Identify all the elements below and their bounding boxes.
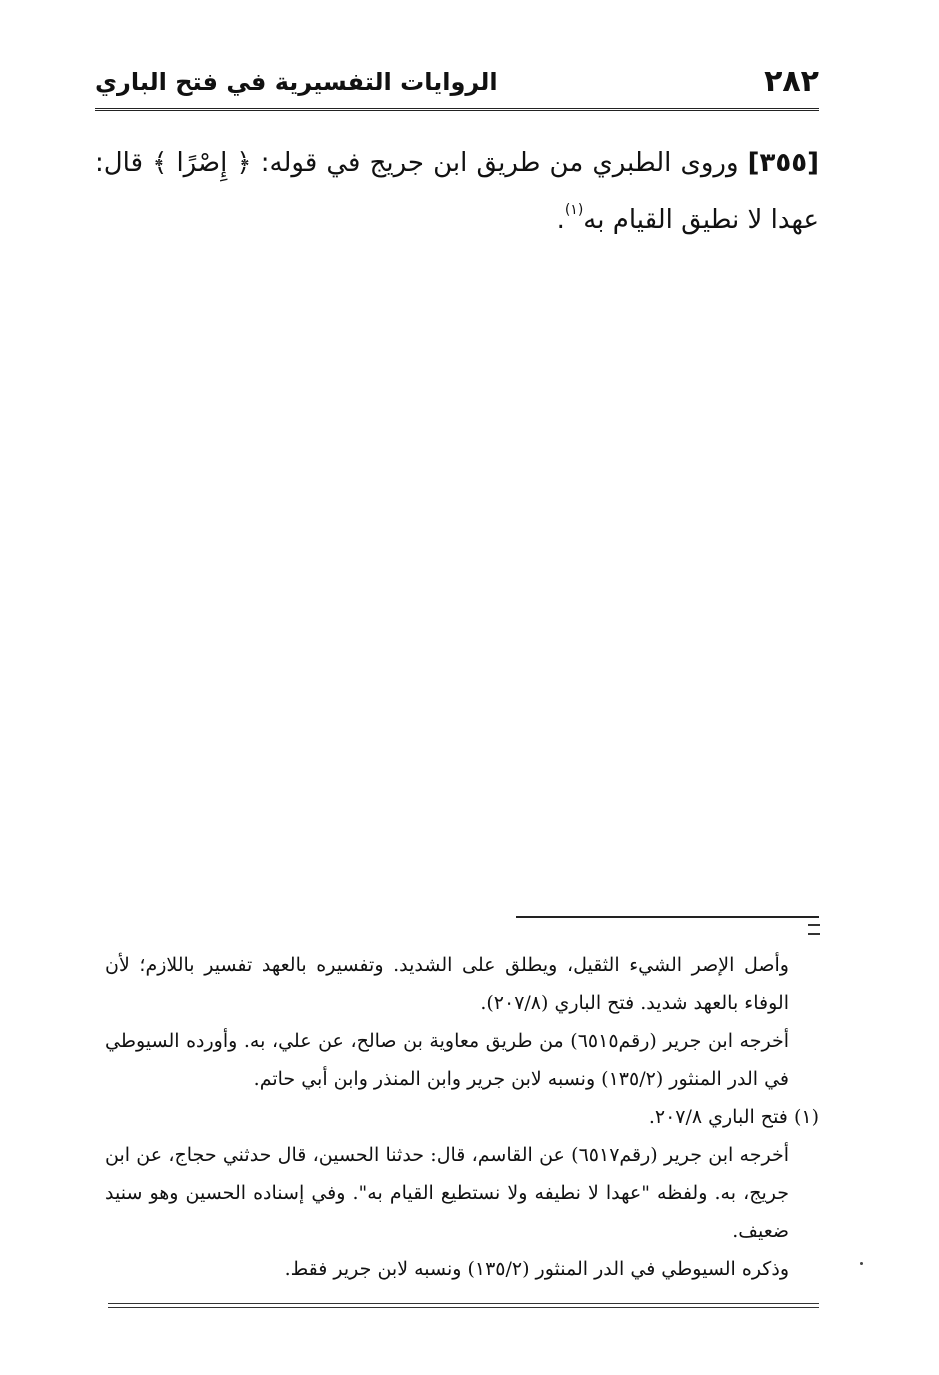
footnote-continuation-mark	[808, 924, 820, 935]
footnotes	[105, 946, 819, 1288]
running-title: الروايات التفسيرية في فتح الباري	[95, 68, 498, 96]
footnote-text: وأصل الإصر الشيء الثقيل، ويطلق على الشديد. وتفسيره بالعهد تفسير باللازم؛ لأن الوفاء بالعهد شديد. فتح الباري (٢٠٧/٨).	[105, 954, 789, 1014]
entry-text: وروى الطبري من طريق ابن جريج في قوله: ﴿ إِصْرًا ﴾ قال: عهدا لا نطيق القيام به	[95, 148, 819, 235]
entry-end-punct: .	[556, 205, 565, 235]
footnote-reference[interactable]: (١)	[564, 202, 584, 218]
footnote-text: أخرجه ابن جرير (رقم٦٥١٧) عن القاسم، قال: حدثنا الحسين، قال حدثني حجاج، عن ابن جريج، به. ولفظه "عهدا لا نطيفه ولا نستطيع القيام به". وفي إسناده الحسين وهو سنيد ضعيف.	[105, 1144, 789, 1242]
footnote-paragraph	[105, 1136, 819, 1250]
page-header	[95, 62, 819, 111]
footnote-text: أخرجه ابن جرير (رقم٦٥١٥) من طريق معاوية بن صالح، عن علي، به. وأورده السيوطي في الدر المنثور (١٣٥/٢) ونسبه لابن جرير وابن المنذر وابن أبي حاتم.	[105, 1030, 789, 1090]
footnote-text: فتح الباري ٢٠٧/٨.	[648, 1106, 788, 1128]
footnote-paragraph	[105, 1098, 819, 1136]
footnote-paragraph	[105, 1250, 819, 1288]
footnote-paragraph	[105, 946, 819, 1022]
entry-number: [٣٥٥]	[747, 148, 819, 178]
scan-speck	[860, 1262, 863, 1265]
footnote-paragraph	[105, 1022, 819, 1098]
footnote-text: وذكره السيوطي في الدر المنثور (١٣٥/٢) ونسبه لابن جرير فقط.	[284, 1258, 789, 1280]
main-text	[95, 135, 819, 249]
bottom-rule	[108, 1303, 819, 1308]
page-number: ٢٨٢	[764, 64, 819, 99]
footnote-separator	[516, 916, 819, 918]
footnote-number[interactable]: (١)	[793, 1106, 819, 1128]
